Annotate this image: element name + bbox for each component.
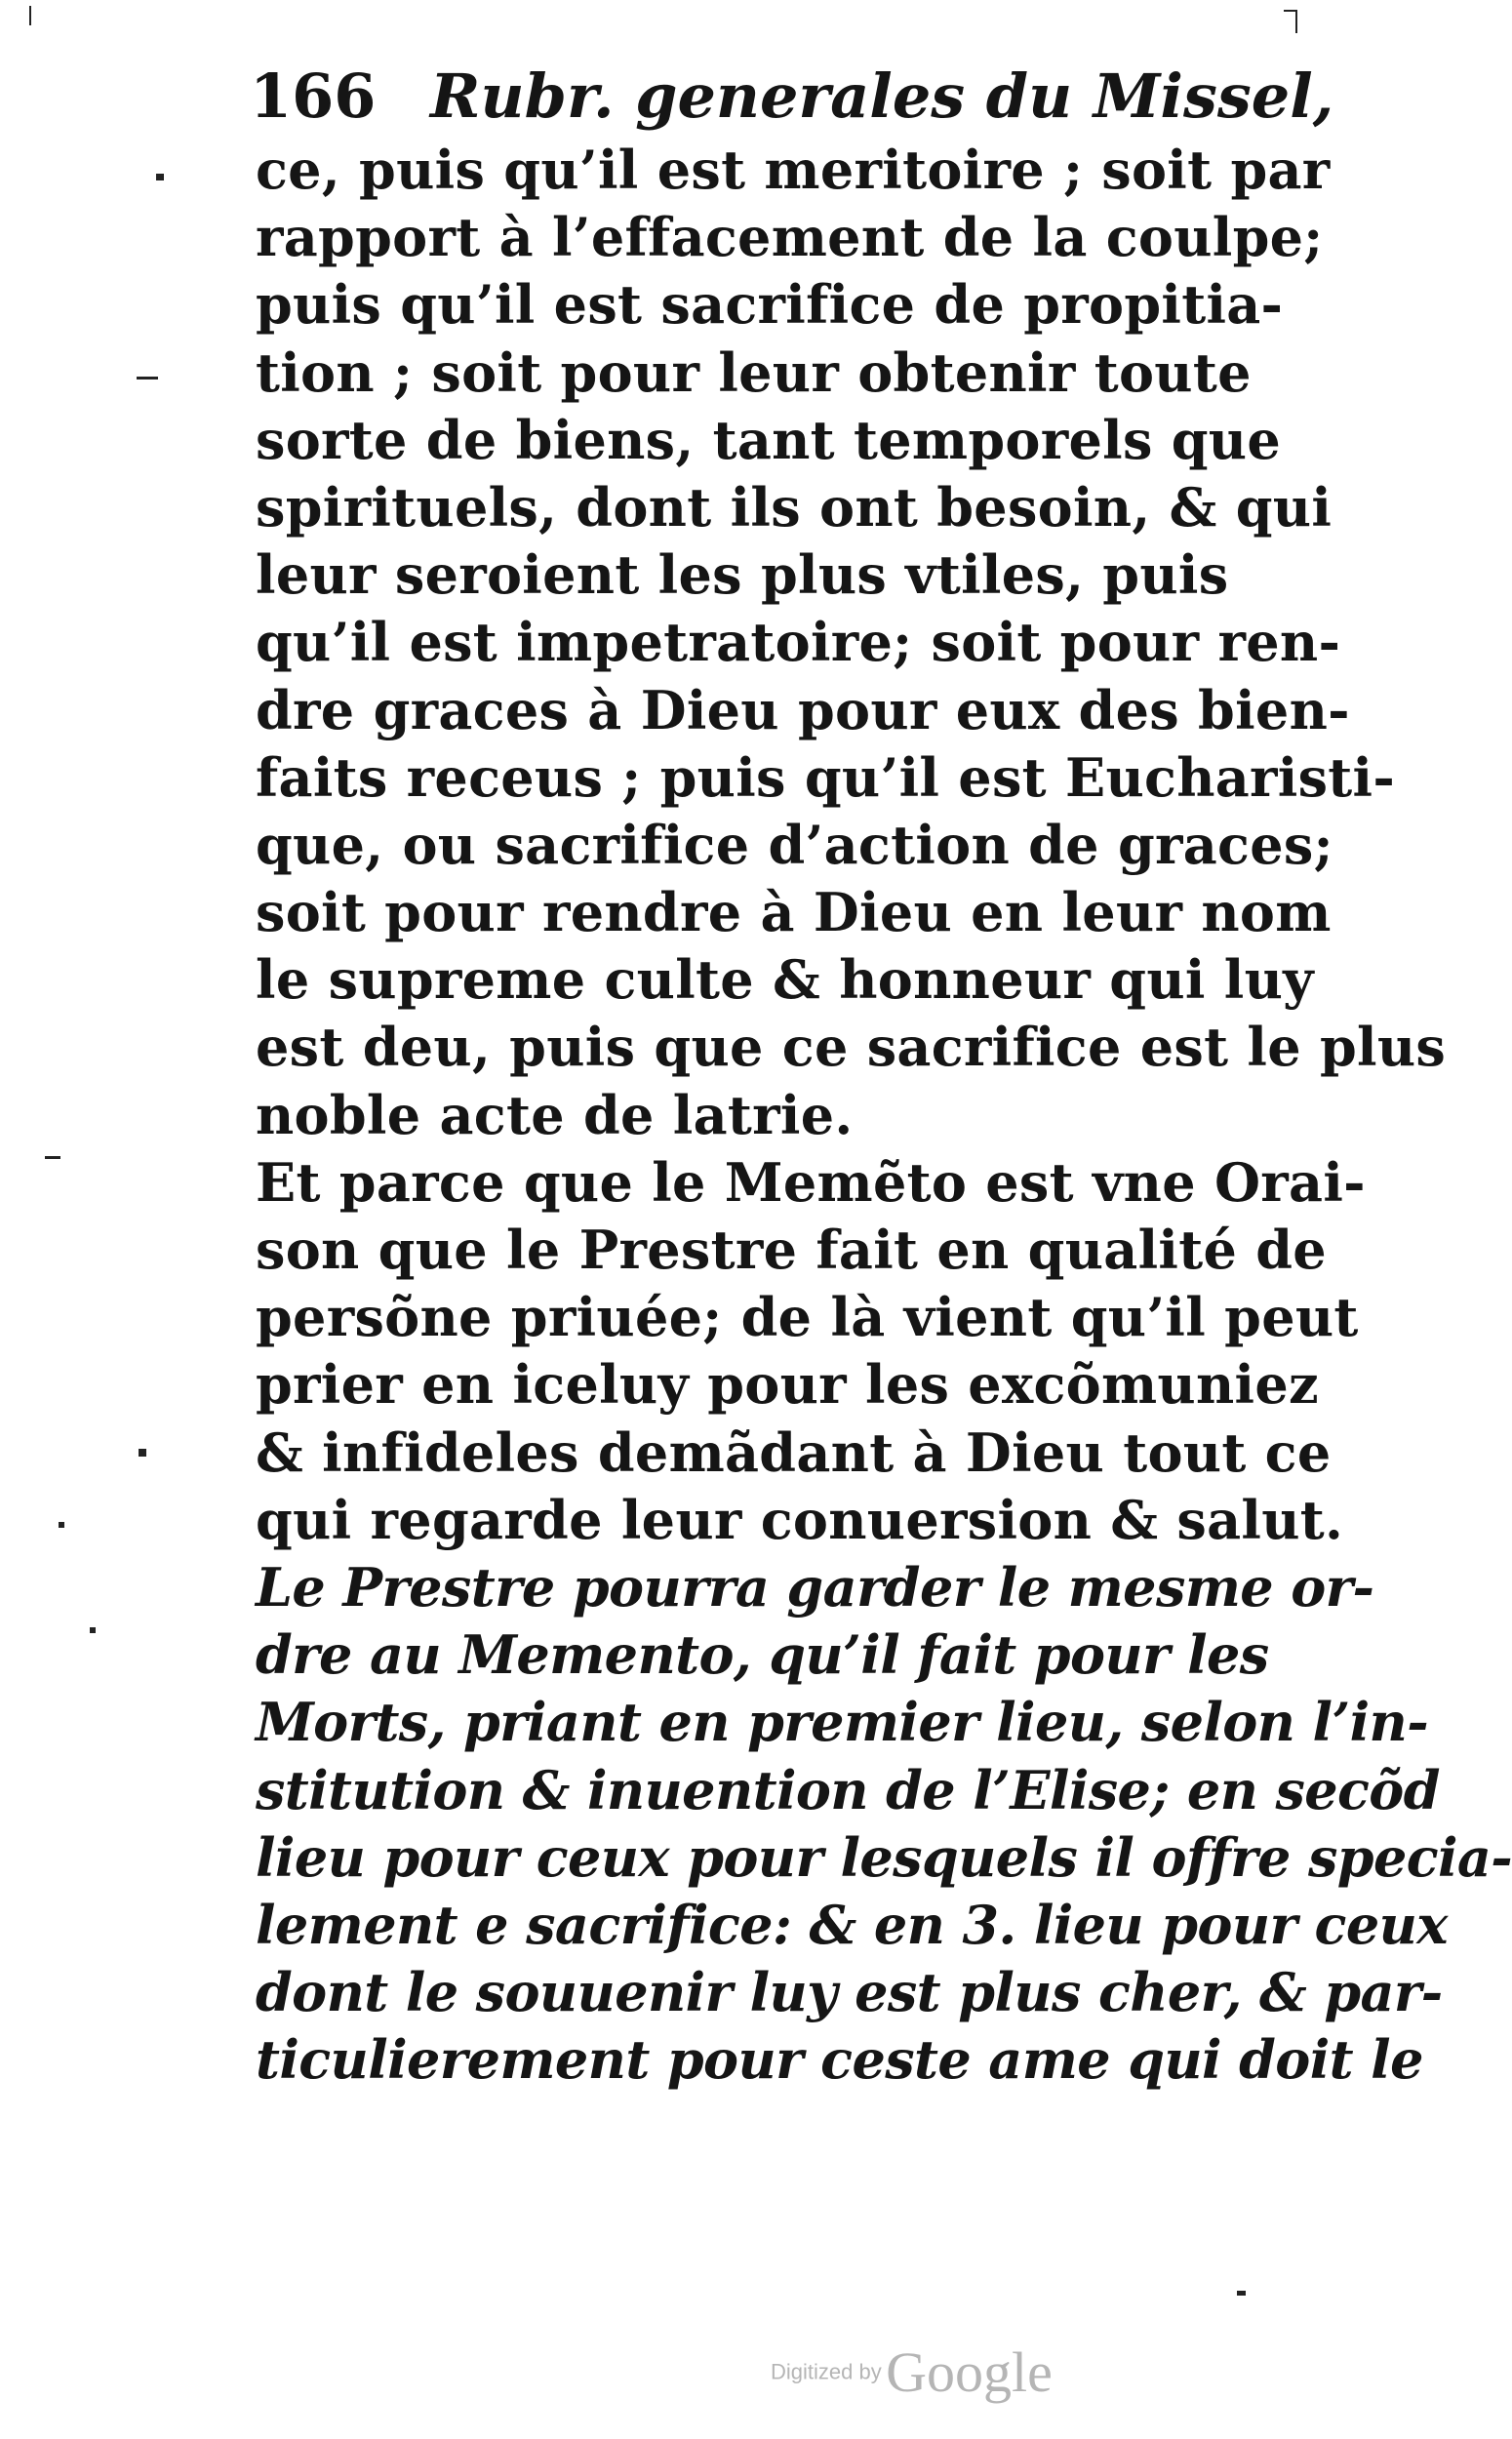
text-line: qu’il est impetratoire; soit pour ren- xyxy=(256,611,1341,674)
margin-speck xyxy=(1237,2291,1246,2296)
text-line: & infideles demãdant à Dieu tout ce xyxy=(256,1420,1332,1484)
corner-mark xyxy=(1284,10,1297,12)
text-line: le supreme culte & honneur qui luy xyxy=(256,948,1314,1012)
text-line: prier en iceluy pour les excõmuniez xyxy=(256,1353,1319,1417)
text-line: dont le souuenir luy est plus cher, & par- xyxy=(256,1961,1443,2024)
text-line: leur seroient les plus vtiles, puis xyxy=(256,543,1229,607)
text-line: soit pour rendre à Dieu en leur nom xyxy=(256,881,1332,944)
running-title: Rubr. generales du Missel, xyxy=(430,60,1334,132)
text-line: spirituels, dont ils ont besoin, & qui xyxy=(256,475,1333,539)
text-line: rapport à l’effacement de la coulpe; xyxy=(256,206,1324,269)
margin-speck xyxy=(90,1627,96,1633)
page-header xyxy=(250,60,1333,132)
watermark-prefix: Digitized by xyxy=(771,2359,882,2384)
corner-mark xyxy=(29,6,31,25)
text-line: Le Prestre pourra garder le mesme or- xyxy=(256,1555,1374,1619)
margin-speck xyxy=(45,1156,60,1159)
text-line: sorte de biens, tant temporels que xyxy=(256,408,1282,471)
margin-speck xyxy=(156,174,164,180)
text-line: noble acte de latrie. xyxy=(256,1083,854,1146)
text-line: faits receus ; puis qu’il est Eucharisti- xyxy=(256,745,1396,809)
google-logo: Google xyxy=(886,2340,1053,2404)
text-line: qui regarde leur conuersion & salut. xyxy=(256,1488,1344,1551)
text-line: lement e sacrifice: & en 3. lieu pour ceux xyxy=(256,1893,1448,1956)
text-line: est deu, puis que ce sacrifice est le plus xyxy=(256,1016,1447,1079)
text-line: dre graces à Dieu pour eux des bien- xyxy=(256,678,1350,741)
body-text xyxy=(256,137,1512,2094)
text-line: Et parce que le Memẽto est vne Orai- xyxy=(256,1150,1366,1214)
text-line: tion ; soit pour leur obtenir toute xyxy=(256,340,1252,404)
text-line: stitution & inuention de l’Elise; en secõd xyxy=(256,1758,1440,1821)
text-line: ticulierement pour ceste ame qui doit le xyxy=(256,2028,1423,2092)
text-line: que, ou sacrifice d’action de graces; xyxy=(256,813,1333,876)
margin-speck xyxy=(139,1449,146,1457)
text-line: ce, puis qu’il est meritoire ; soit par xyxy=(256,139,1331,201)
text-line: dre au Memento, qu’il fait pour les xyxy=(256,1623,1269,1687)
margin-speck xyxy=(59,1522,64,1528)
text-line: Morts, priant en premier lieu, selon l’in- xyxy=(256,1691,1429,1754)
text-line: lieu pour ceux pour lesquels il offre specia- xyxy=(256,1825,1512,1889)
margin-speck xyxy=(137,377,158,380)
page-number: 166 xyxy=(250,60,377,132)
corner-mark xyxy=(1295,10,1297,33)
text-line: puis qu’il est sacrifice de propitia- xyxy=(256,273,1284,337)
text-line: persõne priuée; de là vient qu’il peut xyxy=(256,1286,1359,1349)
digitized-by-google-watermark xyxy=(771,2339,1053,2405)
text-line: son que le Prestre fait en qualité de xyxy=(256,1219,1327,1281)
